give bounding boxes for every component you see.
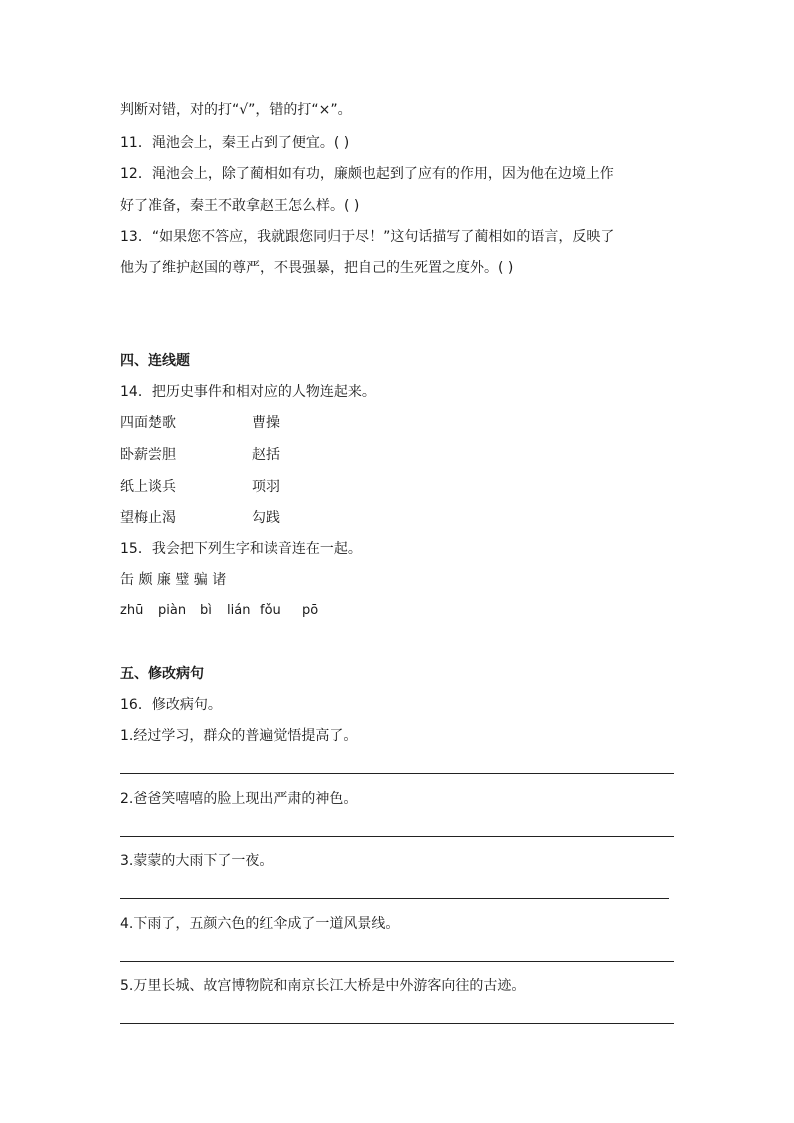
question-16: 16．修改病句。 [120, 697, 222, 713]
character-list: 缶 颇 廉 璧 骗 诸 [120, 572, 227, 588]
section-heading-correction: 五、修改病句 [120, 666, 204, 682]
question-12-line2: 好了准备，秦王不敢拿赵王怎么样。( ) [120, 198, 360, 214]
correction-sentence: 5.万里长城、故宫博物院和南京长江大桥是中外游客向往的古迹。 [120, 978, 526, 994]
answer-line[interactable] [120, 836, 674, 837]
event-item: 望梅止渴 [120, 510, 176, 526]
person-item: 赵括 [252, 447, 280, 463]
person-item: 勾践 [252, 510, 280, 526]
question-12-line1: 12．渑池会上，除了蔺相如有功，廉颇也起到了应有的作用，因为他在边境上作 [120, 166, 614, 182]
person-item: 项羽 [252, 479, 280, 495]
correction-sentence: 3.蒙蒙的大雨下了一夜。 [120, 853, 274, 869]
question-13-line1: 13．“如果您不答应，我就跟您同归于尽！”这句话描写了蔺相如的语言，反映了 [120, 229, 615, 245]
answer-line[interactable] [120, 1023, 674, 1024]
pinyin-item: pō [302, 603, 319, 618]
judge-instruction: 判断对错，对的打“√”，错的打“×”。 [120, 102, 352, 118]
answer-line[interactable] [120, 773, 674, 774]
event-item: 卧薪尝胆 [120, 447, 176, 463]
answer-line[interactable] [120, 961, 674, 962]
pinyin-item: zhū [120, 603, 144, 618]
pinyin-item: fǒu [260, 603, 281, 618]
person-item: 曹操 [252, 415, 280, 431]
event-item: 纸上谈兵 [120, 479, 176, 495]
pinyin-item: bì [200, 603, 212, 618]
pinyin-item: lián [227, 603, 251, 618]
question-13-line2: 他为了维护赵国的尊严，不畏强暴，把自己的生死置之度外。( ) [120, 260, 514, 276]
question-14: 14．把历史事件和相对应的人物连起来。 [120, 384, 376, 400]
question-15: 15．我会把下列生字和读音连在一起。 [120, 541, 362, 557]
pinyin-item: piàn [158, 603, 187, 618]
correction-sentence: 1.经过学习，群众的普遍觉悟提高了。 [120, 728, 358, 744]
section-heading-matching: 四、连线题 [120, 353, 190, 369]
correction-sentence: 4.下雨了，五颜六色的红伞成了一道风景线。 [120, 916, 400, 932]
correction-sentence: 2.爸爸笑嘻嘻的脸上现出严肃的神色。 [120, 791, 358, 807]
answer-line[interactable] [120, 898, 669, 899]
event-item: 四面楚歌 [120, 415, 176, 431]
pinyin-list [120, 601, 318, 621]
question-11: 11．渑池会上，秦王占到了便宜。( ) [120, 135, 350, 151]
